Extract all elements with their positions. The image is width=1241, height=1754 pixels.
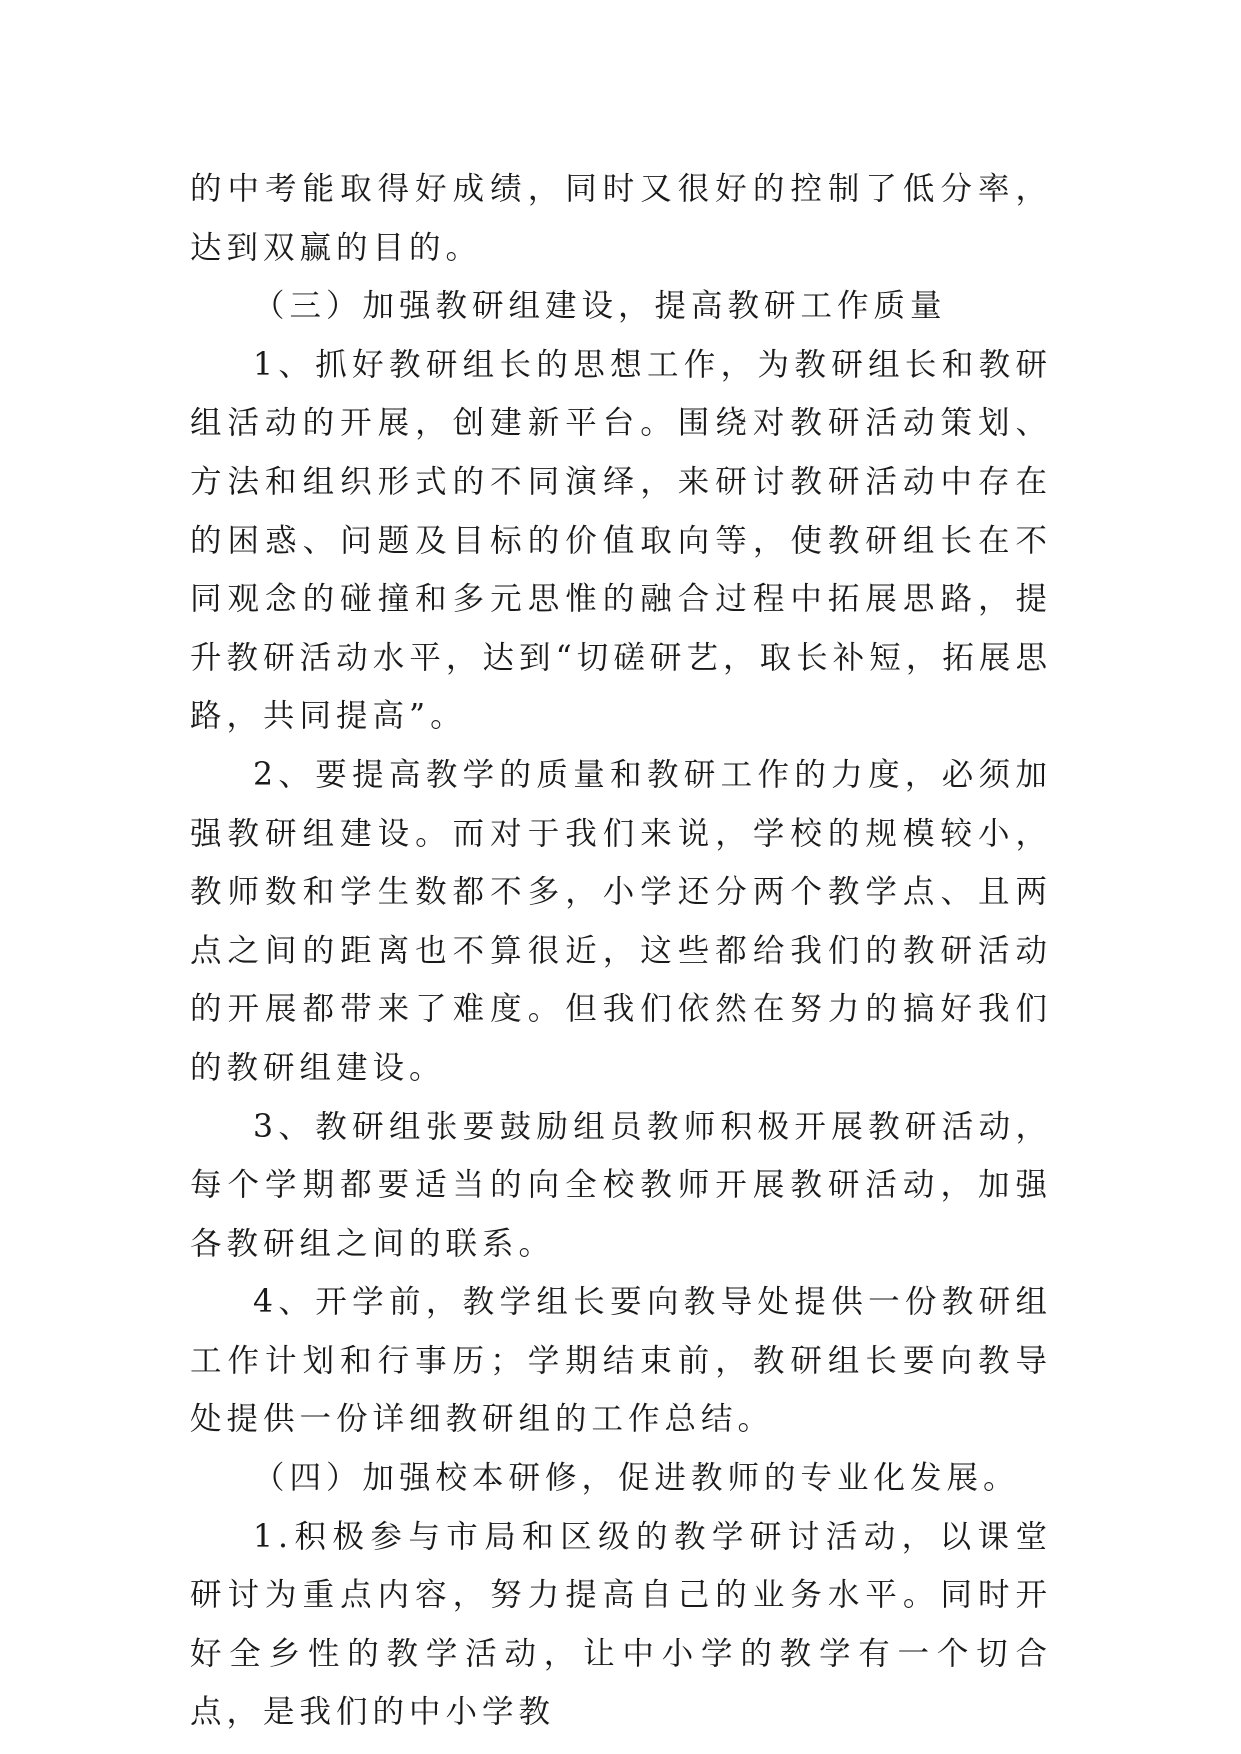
paragraph-item-3: 3、教研组张要鼓励组员教师积极开展教研活动，每个学期都要适当的向全校教师开展教研活动，加强各教研组之间的联系。 <box>190 1108 1052 1262</box>
paragraph-item-2: 2、要提高教学的质量和教研工作的力度，必须加强教研组建设。而对于我们来说，学校的规模较小，教师数和学生数都不多，小学还分两个教学点、且两点之间的距离也不算很近，这些都给我们的教研活动的开展都带来了难度。但我们依然在努力的搞好我们的教研组建设。 <box>190 756 1052 1086</box>
paragraph-continuation: 的中考能取得好成绩，同时又很好的控制了低分率，达到双赢的目的。 <box>190 171 1052 266</box>
paragraph-item-4: 4、开学前，教学组长要向教导处提供一份教研组工作计划和行事历；学期结束前，教研组长要向教导处提供一份详细教研组的工作总结。 <box>190 1284 1052 1438</box>
section-heading-4: （四）加强校本研修，促进教师的专业化发展。 <box>253 1460 1020 1497</box>
paragraph-item-1: 1、抓好教研组长的思想工作，为教研组长和教研组活动的开展，创建新平台。围绕对教研活动策划、方法和组织形式的不同演绎，来研讨教研活动中存在的困惑、问题及目标的价值取向等，使教研组长在不同观念的碰撞和多元思惟的融合过程中拓展思路，提升教研活动水平，达到“切磋研艺，取长补短，拓展思路，共同提高”。 <box>190 346 1052 735</box>
section-heading-3: （三）加强教研组建设，提高教研工作质量 <box>253 288 947 325</box>
document-page <box>190 160 1052 1742</box>
paragraph-item-4-1: 1.积极参与市局和区级的教学研讨活动，以课堂研讨为重点内容，努力提高自己的业务水平。同时开好全乡性的教学活动，让中小学的教学有一个切合点，是我们的中小学教 <box>190 1518 1052 1731</box>
